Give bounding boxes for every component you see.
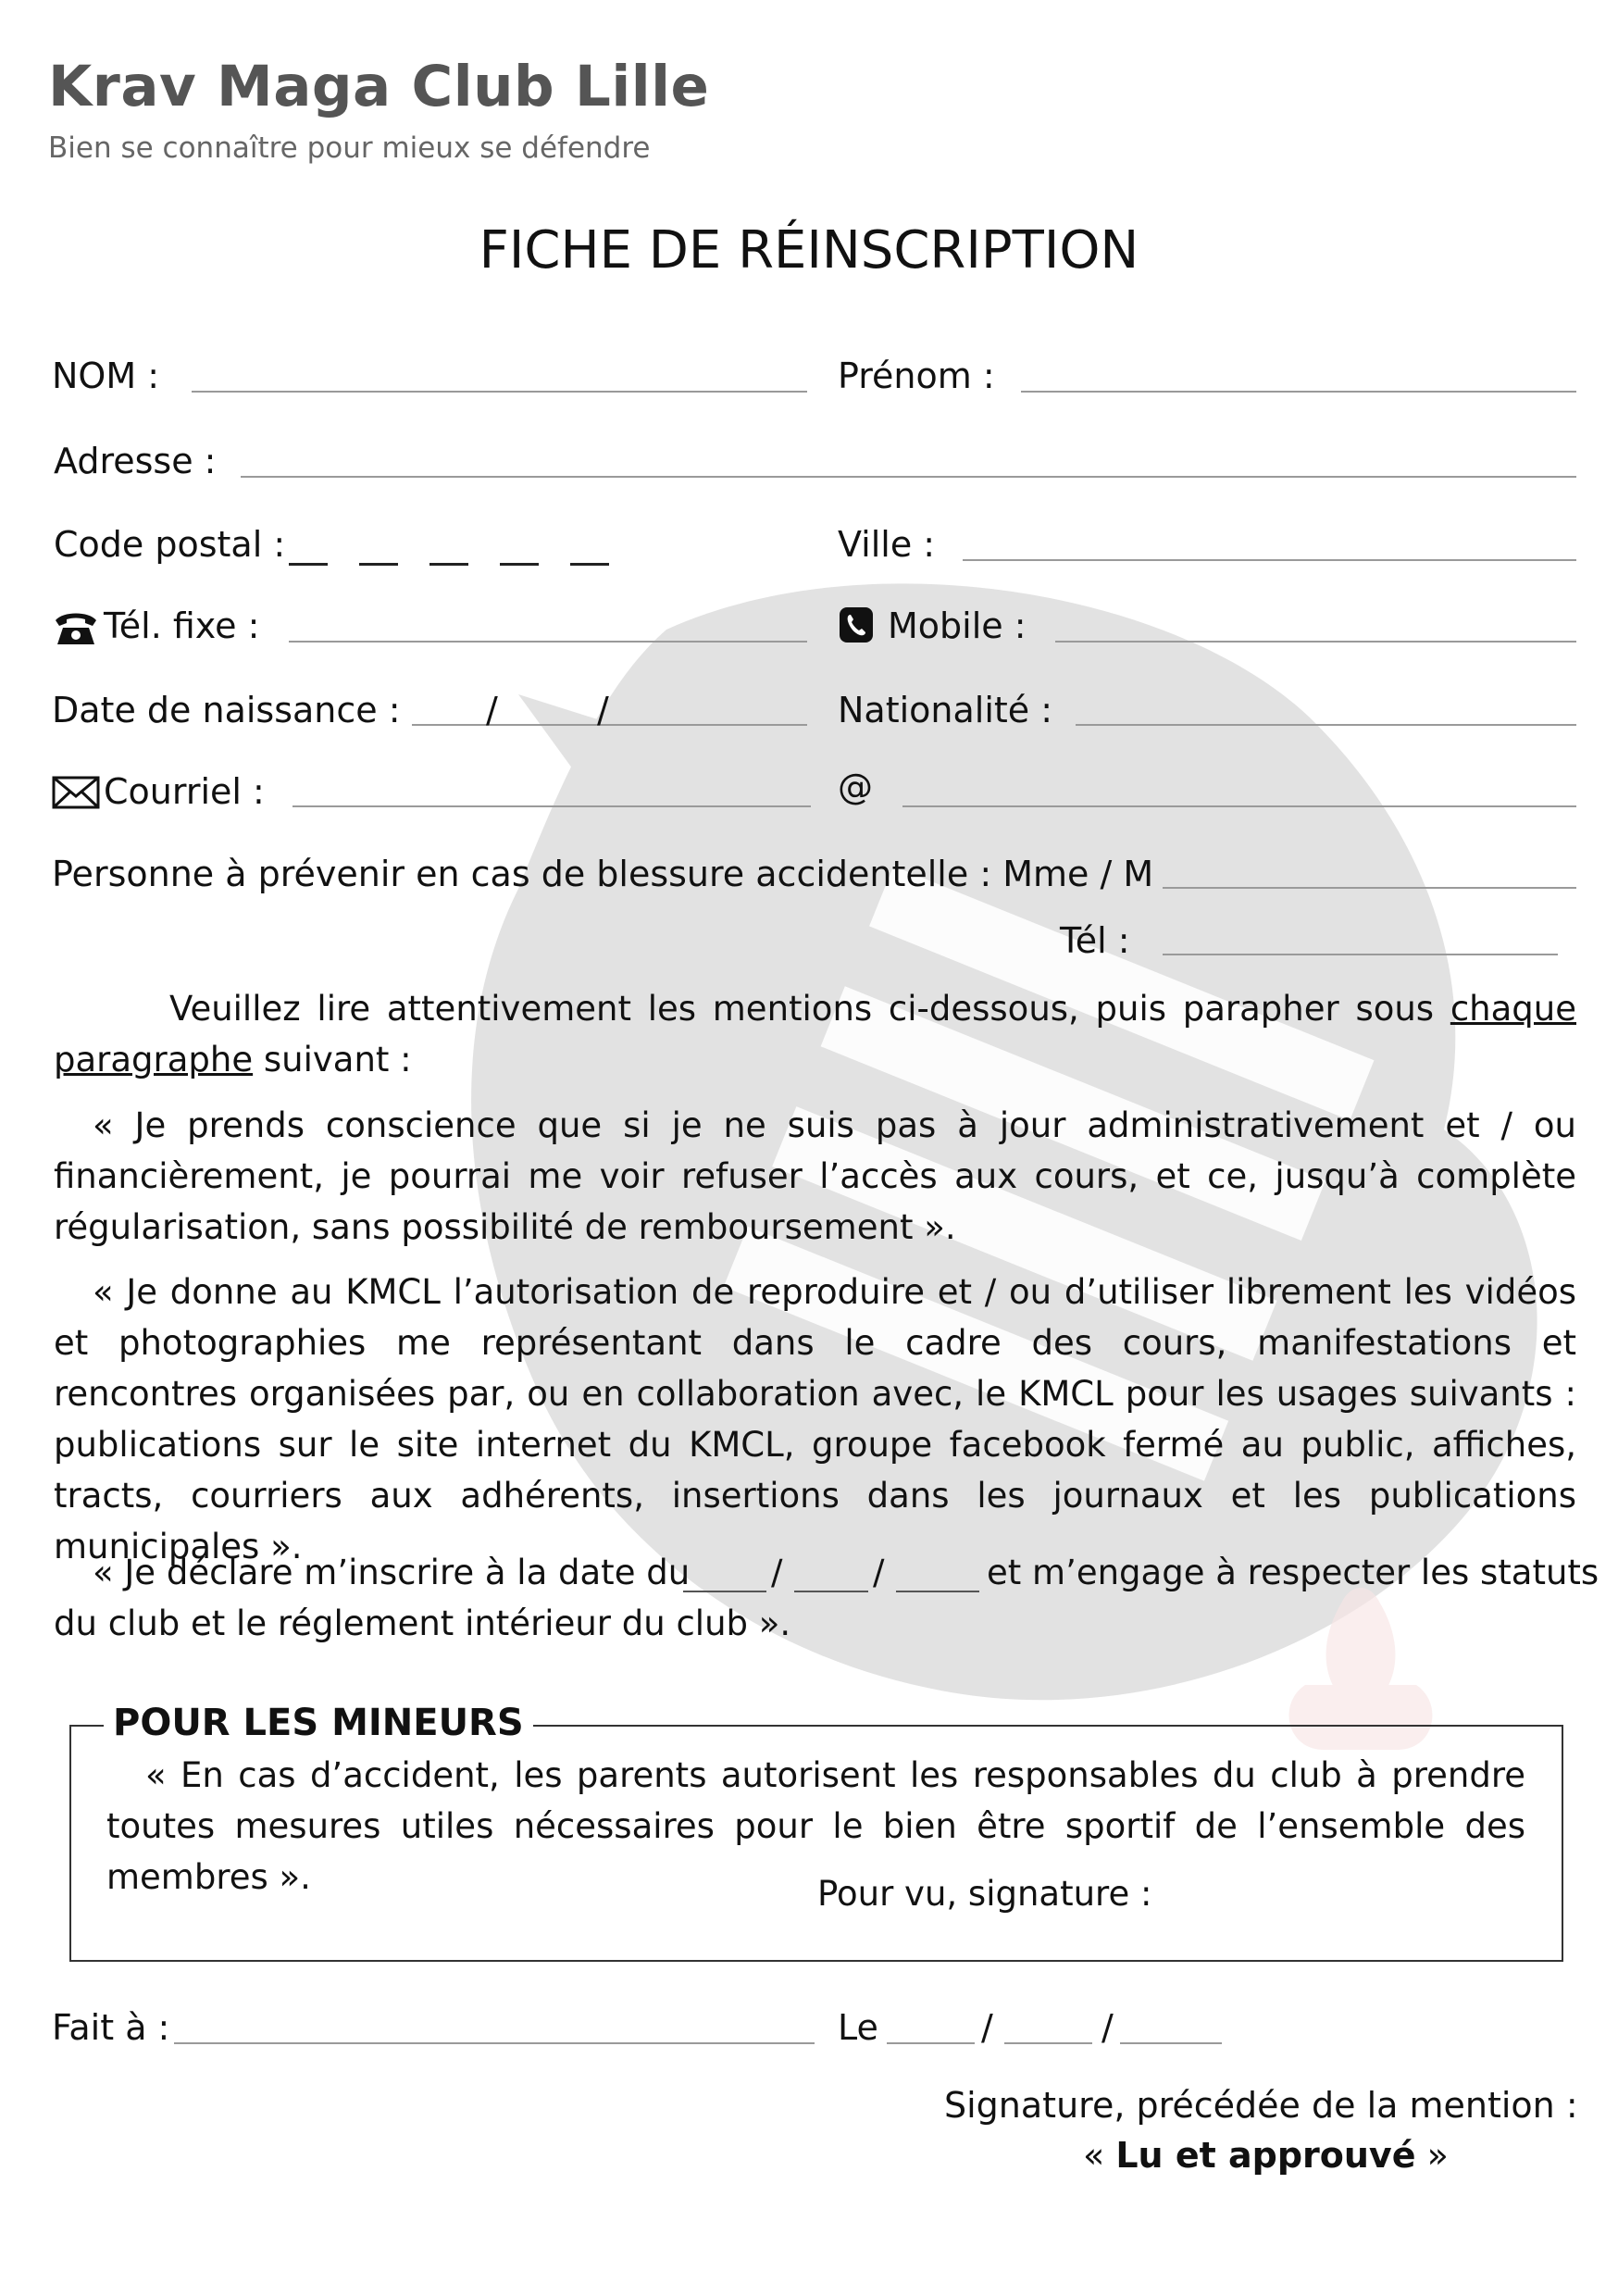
- adresse-field[interactable]: [241, 476, 1576, 478]
- nationalite-label: Nationalité :: [838, 690, 1053, 730]
- paragraph-financial: « Je prends conscience que si je ne suis pas à jour administrativement et / ou financièrement, je pourrai me voir refuser l’accès aux cours, et ce, jusqu’à complète régularisation, sans possibilité de remboursement ».: [54, 1105, 1576, 1247]
- nom-field[interactable]: [192, 391, 807, 393]
- personne-prevenir-field[interactable]: [1163, 887, 1576, 889]
- fait-a-label: Fait à :: [52, 2007, 170, 2048]
- date-separator-4: /: [1101, 2007, 1114, 2048]
- tel-fixe-field[interactable]: [289, 641, 807, 643]
- at-sign: @: [838, 767, 873, 807]
- envelope-icon: [52, 776, 100, 813]
- prenom-label: Prénom :: [838, 356, 995, 396]
- mobile-phone-icon: [838, 605, 875, 648]
- mobile-field[interactable]: [1055, 641, 1576, 643]
- club-tagline: Bien se connaître pour mieux se défendre: [48, 131, 651, 165]
- prenom-field[interactable]: [1021, 391, 1576, 393]
- date-year-field[interactable]: [1120, 2042, 1222, 2044]
- tel-fixe-label: Tél. fixe :: [104, 605, 260, 646]
- instructions: Veuillez lire attentivement les mentions ci-dessous, puis parapher sous chaque paragraphe suivant :: [54, 989, 1576, 1079]
- courriel-label: Courriel :: [104, 771, 265, 812]
- ville-field[interactable]: [963, 559, 1576, 561]
- courriel-field[interactable]: [292, 805, 811, 807]
- fait-a-field[interactable]: [174, 2042, 815, 2044]
- date-naissance-field[interactable]: [412, 724, 807, 726]
- mobile-label: Mobile :: [888, 605, 1027, 646]
- date-separator-3: /: [981, 2007, 993, 2048]
- lu-approuve-text: Lu et approuvé: [1115, 2135, 1416, 2176]
- code-postal-digit-1[interactable]: [289, 563, 328, 566]
- adresse-label: Adresse :: [54, 441, 217, 481]
- code-postal-digit-4[interactable]: [500, 563, 539, 566]
- registration-month-field[interactable]: [794, 1591, 868, 1592]
- tel-urgence-label: Tél :: [1060, 920, 1130, 961]
- date-naissance-label: Date de naissance :: [52, 690, 401, 730]
- signature-label: Signature, précédée de la mention :: [944, 2085, 1578, 2126]
- tel-urgence-field[interactable]: [1163, 954, 1558, 955]
- date-month-field[interactable]: [1004, 2042, 1092, 2044]
- registration-year-field[interactable]: [896, 1591, 979, 1592]
- registration-separator-2: /: [873, 1553, 885, 1592]
- paragraph-registration-line2: du club et le réglement intérieur du club ».: [54, 1603, 791, 1643]
- lu-approuve-mention: « Lu et approuvé »: [1083, 2135, 1449, 2176]
- code-postal-digit-5[interactable]: [570, 563, 609, 566]
- code-postal-digit-2[interactable]: [359, 563, 398, 566]
- page-title: FICHE DE RÉINSCRIPTION: [479, 220, 1139, 281]
- registration-separator-1: /: [771, 1553, 783, 1592]
- paragraph-registration-end: et m’engage à respecter les statuts: [987, 1553, 1599, 1592]
- club-name: Krav Maga Club Lille: [48, 54, 710, 119]
- ville-label: Ville :: [838, 524, 936, 565]
- minors-signature-label: Pour vu, signature :: [817, 1874, 1152, 1914]
- minors-text: « En cas d’accident, les parents autorisent les responsables du club à prendre toutes mesures utiles nécessaires pour le bien être sportif de l’ensemble des membres ».: [106, 1755, 1525, 1897]
- date-separator-2: /: [597, 690, 609, 730]
- phone-icon: [52, 609, 100, 650]
- registration-day-field[interactable]: [683, 1591, 766, 1592]
- nationalite-field[interactable]: [1076, 724, 1576, 726]
- le-label: Le: [838, 2007, 878, 2048]
- minors-heading: POUR LES MINEURS: [104, 1702, 533, 1744]
- nom-label: NOM :: [52, 356, 160, 396]
- date-day-field[interactable]: [887, 2042, 975, 2044]
- code-postal-label: Code postal :: [54, 524, 286, 565]
- date-separator-1: /: [486, 690, 498, 730]
- paragraph-image-rights: « Je donne au KMCL l’autorisation de reproduire et / ou d’utiliser librement les vidéos et photographies me représentant dans le cadre des cours, manifestations et rencontres organisées par, ou en collaboration avec, le KMCL pour les usages suivants : publications sur le site internet du KMCL, groupe facebook fermé au public, affiches, tracts, courriers aux adhérents, insertions dans les journaux et les publications municipales ».: [54, 1272, 1576, 1566]
- courriel-domain-field[interactable]: [902, 805, 1576, 807]
- paragraph-registration-start: « Je déclare m’inscrire à la date du: [93, 1553, 691, 1592]
- code-postal-digit-3[interactable]: [429, 563, 468, 566]
- personne-prevenir-label: Personne à prévenir en cas de blessure accidentelle : Mme / M: [52, 854, 1154, 894]
